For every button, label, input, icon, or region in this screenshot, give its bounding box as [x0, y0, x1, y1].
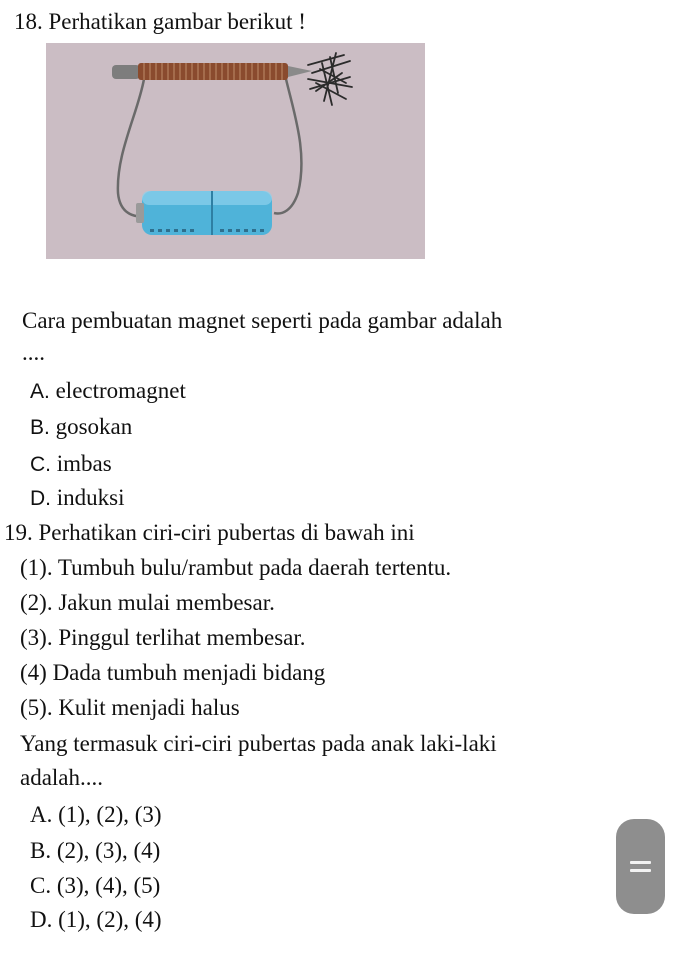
q18-option-b[interactable] — [30, 413, 132, 442]
q19-option-c[interactable]: C. (3), (4), (5) — [30, 873, 161, 898]
q18-option-d[interactable] — [30, 484, 124, 513]
option-letter: B. — [30, 416, 50, 439]
q19-option-d[interactable]: D. (1), (2), (4) — [30, 907, 162, 932]
q19-item-5: (5). Kulit menjadi halus — [20, 695, 240, 720]
q19-item-3: (3). Pinggul terlihat membesar. — [20, 625, 306, 650]
grip-line — [630, 869, 651, 872]
q18-option-a[interactable] — [30, 377, 186, 406]
option-text: gosokan — [49, 414, 133, 439]
q19-item-2: (2). Jakun mulai membesar. — [20, 590, 275, 615]
q19-prompt-line1: Yang termasuk ciri-ciri pubertas pada anak laki-laki — [20, 731, 497, 756]
option-text: induksi — [51, 485, 125, 510]
electromagnet-figure — [46, 43, 425, 259]
q19-option-a[interactable]: A. (1), (2), (3) — [30, 802, 162, 827]
option-letter: C. — [30, 453, 51, 476]
q18-prompt-line1: Cara pembuatan magnet seperti pada gambar adalah — [22, 308, 503, 333]
scroll-handle-icon[interactable] — [616, 819, 665, 914]
electromagnet-illustration — [46, 43, 425, 259]
option-text: imbas — [51, 451, 112, 476]
q19-prompt-line2: adalah.... — [20, 765, 104, 790]
q18-heading: 18. Perhatikan gambar berikut ! — [14, 9, 306, 34]
q19-option-b[interactable]: B. (2), (3), (4) — [30, 838, 161, 863]
option-letter: A. — [30, 380, 50, 403]
grip-line — [630, 861, 651, 864]
q19-heading: 19. Perhatikan ciri-ciri pubertas di bawah ini — [4, 520, 415, 545]
q19-item-1: (1). Tumbuh bulu/rambut pada daerah tertentu. — [20, 555, 452, 580]
q18-prompt-line2: .... — [22, 340, 45, 365]
q19-item-4: (4) Dada tumbuh menjadi bidang — [20, 660, 326, 685]
option-text: electromagnet — [49, 378, 186, 403]
q18-option-c[interactable] — [30, 450, 112, 479]
option-letter: D. — [30, 487, 51, 510]
